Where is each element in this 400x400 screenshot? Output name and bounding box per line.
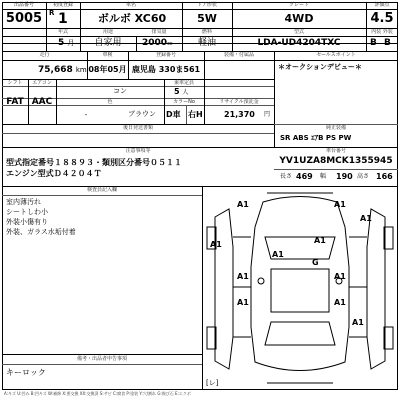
inspection-label: 車検 [102, 52, 113, 58]
vin-label: 車台番号 [325, 148, 346, 154]
lot-no-label: 出品番号 [13, 2, 34, 8]
memo-line-1: 型式指定番号１８８９３・類別区分番号０５１１ [6, 158, 182, 167]
memo-title: 注意事項等 [125, 148, 151, 154]
damage-mark: A1 [237, 298, 249, 307]
plate-label: 登録番号 [155, 52, 176, 58]
mileage-value: 75,668 km [38, 65, 87, 75]
width-value: 190 [336, 172, 353, 181]
con-value: コン [113, 87, 127, 95]
sales-point-value: ＊オークションデビュー＊ [278, 63, 362, 71]
mileage-label: 走行 [39, 52, 50, 58]
inspector-line-2: シートしわ小 [6, 208, 48, 216]
color-value: ブラウン [128, 110, 156, 118]
yen-unit: 円 [264, 111, 271, 118]
body-type: D車 [166, 110, 181, 119]
shift-label: シフト [7, 80, 23, 86]
sales-point-label: セールスポイント [316, 52, 356, 58]
year-label: 年式 [57, 29, 68, 35]
damage-mark: A1 [360, 214, 372, 223]
exterior-grade: B [384, 38, 391, 48]
score-value: 4.5 [370, 11, 394, 26]
dash-value: - [84, 111, 88, 119]
damage-mark: G [312, 258, 319, 267]
len-label: 長さ [280, 173, 293, 180]
remarks-line-1: キーロック [6, 368, 46, 377]
displacement-value: 2000cc [142, 38, 173, 48]
int-ext-label: 内装 外装 [371, 29, 393, 35]
damage-mark: A1 [352, 318, 364, 327]
notes-label: 後日発送書類 [122, 125, 153, 131]
remarks-title: 備考・出品者申告事項 [76, 356, 127, 362]
reg-year: 1 [58, 11, 68, 27]
width-label: 幅 [320, 173, 327, 180]
memo-line-2: エンジン型式Ｄ４２０４Ｔ [6, 169, 102, 178]
len-value: 469 [296, 172, 313, 181]
car-name-label: 車名 [125, 2, 136, 8]
fuel-value: 軽油 [197, 38, 216, 48]
usage-label: 用途 [102, 29, 113, 35]
equip-label: 純正装備 [325, 125, 346, 131]
inspector-line-4: 外装、ガラス水垢付着 [6, 228, 76, 236]
history-label: 初度登録 [52, 2, 73, 8]
interior-grade: B [370, 38, 377, 48]
car-name: ボルボ XC60 [97, 12, 167, 25]
handle-value: 右H [188, 110, 203, 119]
score-label: 評価点 [374, 2, 390, 8]
damage-legend: A:キズ U:凹み B:凹キズ W:補修 X:要交換 XX:交換済 S:サビ C:腐食 P:塗装 Y:穴/割れ G:飛び石 E:エクボ [4, 391, 191, 396]
inspector-line-3: 外装小傷有り [6, 218, 48, 226]
height-label: 高さ [357, 173, 370, 180]
recycle-value: 21,370 [224, 110, 255, 119]
doors-value: 5W [197, 12, 217, 25]
vin-value: YV1UZA8MCK1355945 [279, 156, 393, 166]
lot-number: 5005 [5, 11, 43, 26]
usage-value: 自家用 [94, 38, 122, 48]
damage-mark: A1 [334, 298, 346, 307]
damage-mark: A1 [237, 272, 249, 281]
ac-label: エアコン [32, 80, 52, 86]
model-value: LDA-UD4204TXC [257, 38, 341, 48]
recycle-label: リサイクル預託金 [219, 99, 259, 105]
fuel-label: 燃料 [201, 29, 212, 35]
grade-value: 4WD [284, 12, 314, 25]
month-value: 5 月 [58, 38, 75, 48]
damage-mark: A1 [272, 250, 284, 259]
shift-value: FAT [6, 97, 24, 107]
era-mark: R [49, 9, 55, 17]
doors-label: ドア形状 [197, 2, 217, 8]
displacement-label: 排気量 [151, 29, 167, 35]
damage-mark: A1 [334, 200, 346, 209]
color-label: 色 [107, 99, 113, 105]
grade-label: グレード [288, 2, 309, 8]
inspector-title: 検査員記入欄 [86, 187, 117, 193]
color-no-label: カラーNo [173, 99, 195, 105]
bracket-mark: [レ] [206, 379, 219, 387]
options-label: 装備・付属品 [223, 52, 254, 58]
damage-mark: A1 [314, 236, 326, 245]
seats-label: 乗車定員 [173, 80, 194, 86]
seats-value: 5 人 [174, 87, 189, 96]
damage-mark: A1 [210, 240, 222, 249]
damage-mark: A1 [237, 200, 249, 209]
damage-mark: A1 [334, 272, 346, 281]
equip-line: SR ABS ｴｱB PS PW [280, 134, 352, 142]
inspector-line-1: 室内薄汚れ [6, 198, 41, 206]
inspection-value: 08年05月 [88, 65, 127, 74]
model-label: 型式 [293, 29, 304, 35]
plate-value: 鹿児島 330ま561 [131, 65, 201, 74]
ac-value: AAC [31, 97, 53, 107]
height-value: 166 [376, 172, 393, 181]
